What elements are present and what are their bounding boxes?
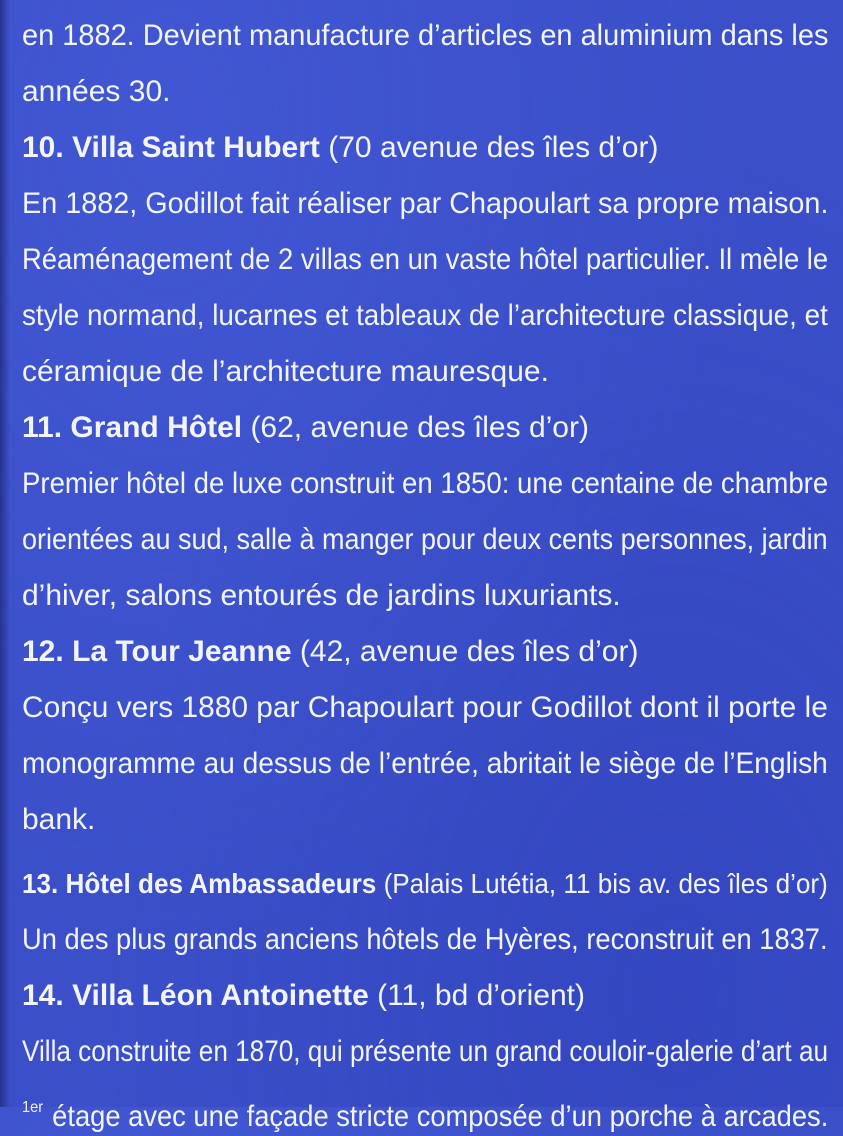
text-line: en 1882. Devient manufacture d’articles en aluminium dans les [22,19,828,52]
page-fold-shadow [0,0,10,1107]
text-line: Conçu vers 1880 par Chapoulart pour Godillot dont il porte le [22,691,828,724]
entry-la-tour-jeanne [22,624,828,848]
entry-heading [22,120,828,176]
entry-address: (11, bd d’orient) [377,979,585,1012]
entry-grand-hotel [22,400,828,624]
text-line: Villa construite en 1870, qui présente un grand couloir-galerie d’art au [22,1035,828,1068]
text-line: monogramme au dessus de l’entrée, abritait le siège de l’English [22,747,828,780]
entry-number: 13. [22,868,59,899]
entry-heading [22,856,828,912]
text-line [22,1080,828,1136]
text-line: orientées au sud, salle à manger pour deux cents personnes, jardin [22,523,828,556]
text-line: Un des plus grands anciens hôtels de Hyères, reconstruit en 1837. [22,923,828,956]
text-line-content: étage avec une façade stricte composée d’un porche à arcades. [52,1100,828,1133]
document-page [22,8,828,1136]
text-line: Premier hôtel de luxe construit en 1850: une centaine de chambre [22,467,828,500]
entry-number: 10. [22,131,64,164]
entry-heading [22,624,828,680]
text-line: bank. [22,803,96,836]
entry-heading [22,968,828,1024]
text-line: En 1882, Godillot fait réaliser par Chapoulart sa propre maison. [22,187,828,220]
entry-hotel-des-ambassadeurs [22,856,828,968]
entry-name: Hôtel des Ambassadeurs [65,868,377,899]
text-line: céramique de l’architecture mauresque. [22,355,549,388]
entry-address: (42, avenue des îles d’or) [299,635,639,668]
entry-address: (62, avenue des îles d’or) [250,411,589,444]
text-line: d’hiver, salons entourés de jardins luxuriants. [22,579,621,612]
entry-address: (70 avenue des îles d’or) [328,131,659,164]
text-line: style normand, lucarnes et tableaux de l’architecture classique, et [22,299,828,332]
entry-name: Grand Hôtel [70,411,243,444]
entry-heading [22,400,828,456]
entry-name: Villa Léon Antoinette [72,979,369,1012]
entry-number: 14. [22,979,64,1012]
text-line: Réaménagement de 2 villas en un vaste hôtel particulier. Il mèle le [22,243,828,276]
entry-name: Villa Saint Hubert [72,131,320,164]
entry-address: (Palais Lutétia, 11 bis av. des îles d’or) [383,868,828,899]
entry-name: La Tour Jeanne [72,635,292,668]
entry-number: 12. [22,635,64,668]
floor-ordinal: 1er [22,1099,44,1116]
entry-number: 11. [22,411,63,444]
entry-villa-saint-hubert [22,120,828,400]
text-line: années 30. [22,75,171,108]
entry-villa-leon-antoinette [22,968,828,1136]
spacer [22,848,828,856]
intro-paragraph [22,8,828,120]
